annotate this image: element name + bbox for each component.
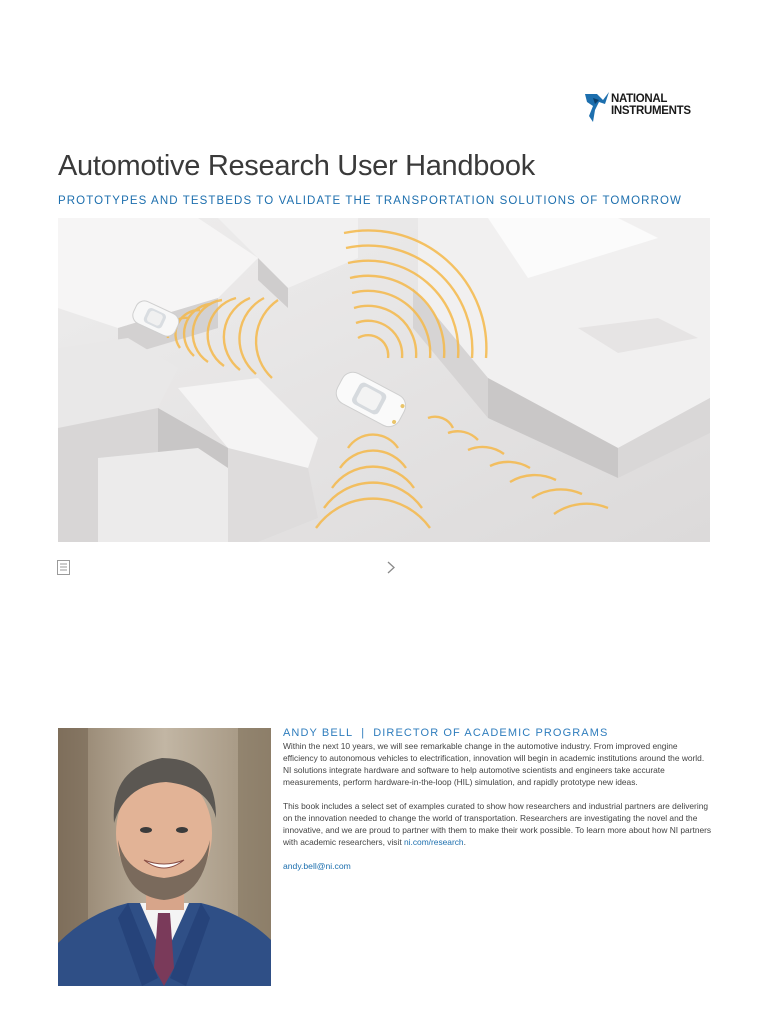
author-email-link[interactable]: andy.bell@ni.com	[283, 861, 351, 871]
logo-line-instruments: INSTRUMENTS	[611, 105, 691, 117]
table-of-contents-icon[interactable]	[57, 560, 70, 575]
intersection-illustration	[58, 218, 710, 542]
national-instruments-logo	[583, 90, 713, 126]
author-byline	[283, 727, 608, 739]
author-photo	[58, 728, 271, 986]
byline-separator: |	[361, 727, 366, 739]
page-title: Automotive Research User Handbook	[58, 150, 535, 182]
ni-eagle-logo-icon	[583, 90, 611, 124]
author-name: ANDY BELL	[283, 727, 354, 739]
ni-research-link[interactable]: ni.com/research	[404, 837, 464, 847]
author-role: DIRECTOR OF ACADEMIC PROGRAMS	[373, 727, 609, 739]
curation-paragraph	[283, 800, 713, 848]
logo-line-national: NATIONAL	[611, 93, 668, 105]
intro-paragraph: Within the next 10 years, we will see remarkable change in the automotive industry. From improved engine efficiency to autonomous vehicles to electrification, innovation will begin in academic institutions around the world. NI solutions integrate hardware and software to help automotive scientists and engineers take accurate measurements, perform hardware-in-the-loop (HIL) simulation, and rapidly prototype new ideas.	[283, 741, 705, 787]
curation-paragraph-text: This book includes a select set of examples curated to show how researchers and industrial partners are delivering on the innovation needed to change the world of transportation. Researchers are investigating the novel and the innovative, and we are proud to partner with them to make their work possible. To learn more about how NI partners with academic researchers, visit	[283, 801, 712, 847]
hero-image	[58, 218, 710, 542]
curation-paragraph-end: .	[463, 837, 466, 847]
page-subtitle: PROTOTYPES AND TESTBEDS TO VALIDATE THE TRANSPORTATION SOLUTIONS OF TOMORROW	[58, 195, 682, 207]
chevron-right-icon[interactable]	[385, 560, 397, 575]
